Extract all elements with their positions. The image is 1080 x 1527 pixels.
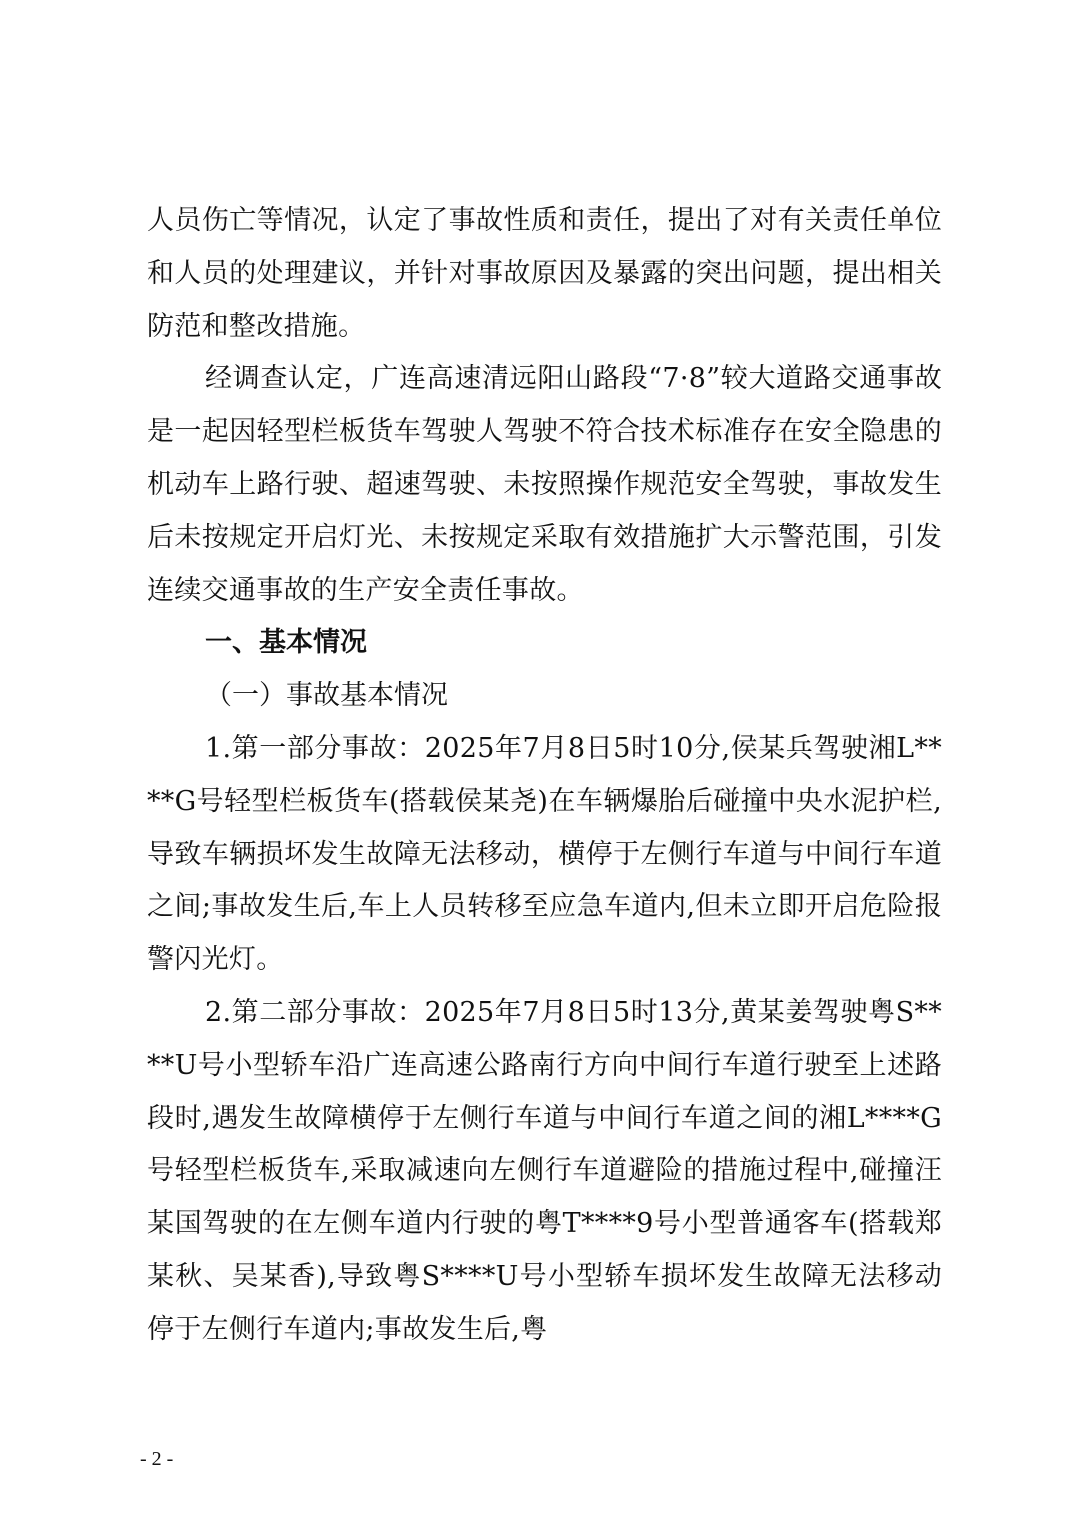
page-number: - 2 -: [140, 1448, 174, 1470]
section-heading-basic-situation: 一、基本情况: [205, 627, 367, 659]
document-body: [147, 195, 942, 1357]
paragraph-second-accident: 2.第二部分事故：2025年7月8日5时13分,黄某姜驾驶粤S****U号小型轿车沿广连高速公路南行方向中间行车道行驶至上述路段时,遇发生故障横停于左侧行车道与中间行车道之间的湘L****G号轻型栏板货车,采取减速向左侧行车道避险的措施过程中,碰撞汪某国驾驶的在左侧车道内行驶的粤T****9号小型普通客车(搭载郑某秋、吴某香),导致粤S****U号小型轿车损坏发生故障无法移动停于左侧行车道内;事故发生后,粤: [147, 996, 942, 1345]
paragraph-investigation-conclusion: 经调查认定，广连高速清远阳山路段“7·8”较大道路交通事故是一起因轻型栏板货车驾驶人驾驶不符合技术标准存在安全隐患的机动车上路行驶、超速驾驶、未按照操作规范安全驾驶，事故发生后未按规定开启灯光、未按规定采取有效措施扩大示警范围，引发连续交通事故的生产安全责任事故。: [147, 363, 942, 606]
subsection-heading-accident-basics: （一）事故基本情况: [205, 680, 448, 712]
paragraph-continuation: 人员伤亡等情况，认定了事故性质和责任，提出了对有关责任单位和人员的处理建议，并针对事故原因及暴露的突出问题，提出相关防范和整改措施。: [147, 205, 942, 342]
paragraph-first-accident: 1.第一部分事故：2025年7月8日5时10分,侯某兵驾驶湘L****G号轻型栏板货车(搭载侯某尧)在车辆爆胎后碰撞中央水泥护栏,导致车辆损坏发生故障无法移动，横停于左侧行车道与中间行车道之间;事故发生后,车上人员转移至应急车道内,但未立即开启危险报警闪光灯。: [147, 732, 942, 976]
